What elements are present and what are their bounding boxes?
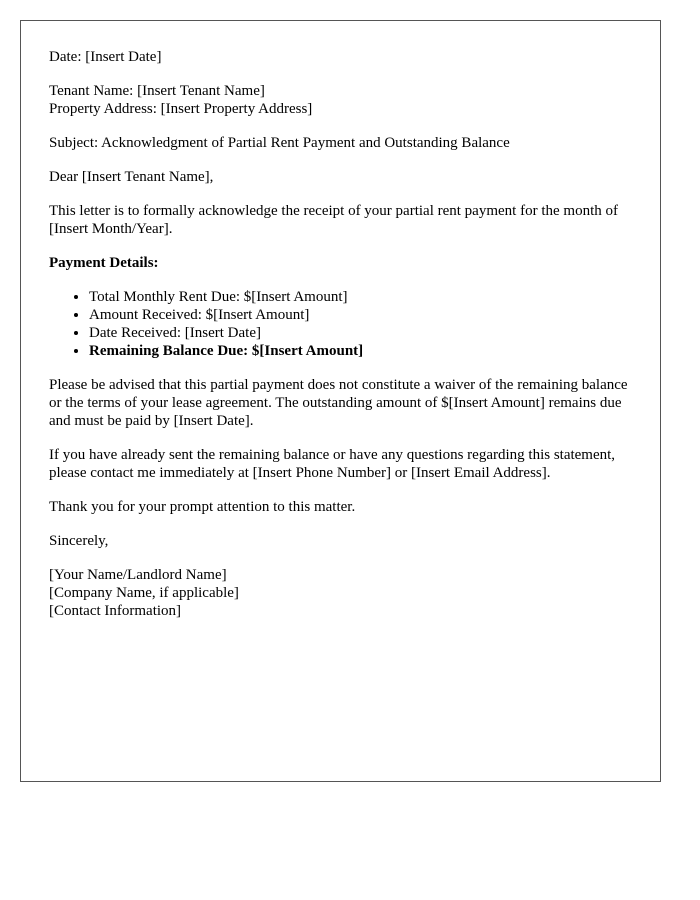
date-line: Date: [Insert Date] bbox=[49, 49, 162, 65]
contact-paragraph: If you have already sent the remaining balance or have any questions regarding this statement, please contact me immediately at [Insert Phone Number] or [Insert Email Address]. bbox=[49, 447, 616, 481]
signature-block bbox=[49, 566, 632, 620]
thanks-paragraph: Thank you for your prompt attention to this matter. bbox=[49, 499, 356, 515]
list-item bbox=[89, 342, 632, 360]
payment-details-list bbox=[49, 288, 632, 360]
property-address: Property Address: [Insert Property Address] bbox=[49, 101, 313, 117]
intro-paragraph: This letter is to formally acknowledge the receipt of your partial rent payment for the month of [Insert Month/Year]. bbox=[49, 203, 618, 237]
signature-name: [Your Name/Landlord Name] bbox=[49, 567, 227, 583]
remaining-balance: Remaining Balance Due: $[Insert Amount] bbox=[89, 343, 364, 359]
payment-details-heading: Payment Details: bbox=[49, 255, 159, 271]
list-item: • Amount Received: $[Insert Amount] bbox=[89, 306, 632, 324]
letter-page bbox=[20, 20, 661, 782]
salutation: Dear [Insert Tenant Name], bbox=[49, 169, 214, 185]
list-item: • Total Monthly Rent Due: $[Insert Amount] bbox=[89, 288, 632, 306]
tenant-name: Tenant Name: [Insert Tenant Name] bbox=[49, 83, 265, 99]
signature-company: [Company Name, if applicable] bbox=[49, 585, 239, 601]
signature-contact: [Contact Information] bbox=[49, 603, 182, 619]
subject-line: Subject: Acknowledgment of Partial Rent Payment and Outstanding Balance bbox=[49, 135, 510, 151]
advisory-paragraph: Please be advised that this partial payment does not constitute a waiver of the remaining balance or the terms of your lease agreement. The outstanding amount of $[Insert Amount] remains due and must be paid by [Insert Date]. bbox=[49, 377, 628, 429]
closing: Sincerely, bbox=[49, 533, 109, 549]
recipient-block bbox=[49, 82, 632, 118]
list-item: • Date Received: [Insert Date] bbox=[89, 324, 632, 342]
